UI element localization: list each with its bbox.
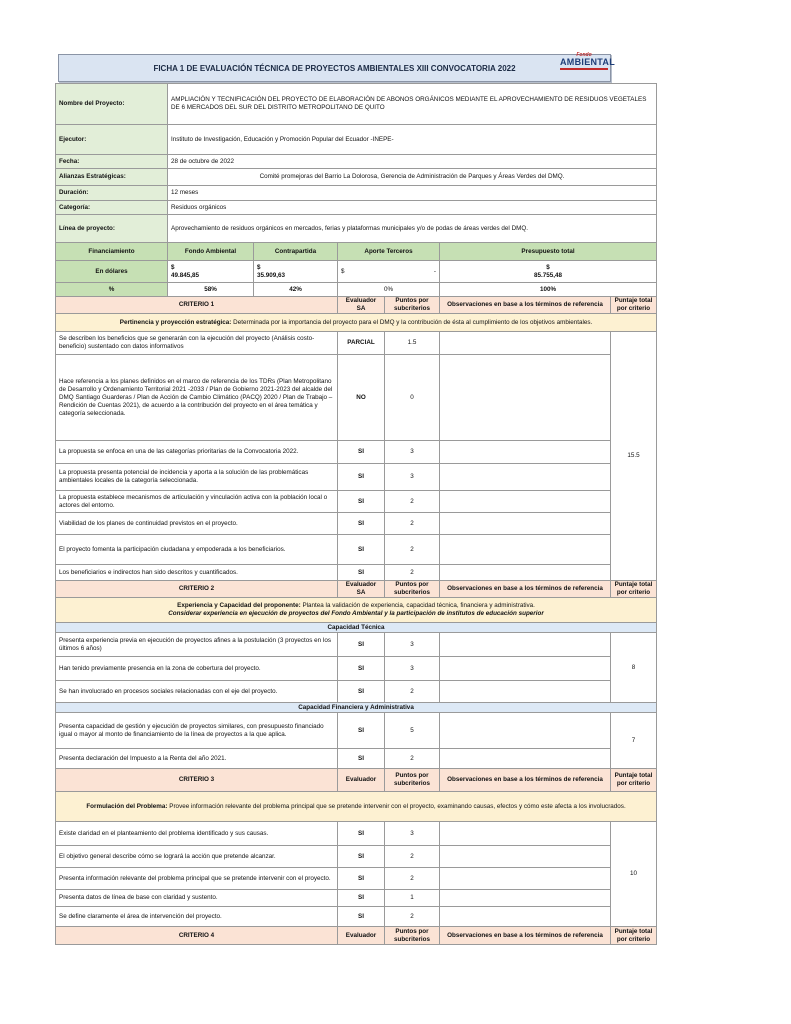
- subcriterio-observations: [440, 633, 611, 657]
- criterio3-header-row: [56, 769, 657, 792]
- info-label: Ejecutor:: [56, 125, 168, 155]
- info-value: 12 meses: [168, 186, 657, 201]
- subcriterio-text: Presenta experiencia previa en ejecución de proyectos afines a la postulación (3 proyectos en los últimos 6 años): [56, 633, 338, 657]
- finance-contra-value: 35.909,63: [257, 271, 286, 279]
- finance-pct-fondo: 58%: [168, 283, 254, 297]
- logo-top-text: Fondo: [576, 52, 592, 58]
- logo-main-text: AMBIENTAL: [560, 57, 616, 67]
- criterio4-header-row: [56, 927, 657, 945]
- subcriterio-eval: SI: [338, 633, 385, 657]
- subcriterio-points: 2: [385, 749, 440, 769]
- criterio2-sub2-row: [56, 703, 657, 713]
- subcriterio-points: 1: [385, 890, 440, 907]
- criterio-total-label: Puntaje total por criterio: [611, 581, 657, 598]
- subcriterio-text: El proyecto fomenta la participación ciudadana y empoderada a los beneficiarios.: [56, 535, 338, 565]
- finance-pct-terceros: 0%: [338, 283, 440, 297]
- subcriterio-points: 2: [385, 491, 440, 513]
- subcriterio-text: El objetivo general describe cómo se logrará la acción que pretende alcanzar.: [56, 846, 338, 868]
- info-row-date: [56, 155, 657, 169]
- subcriterio-text: La propuesta presenta potencial de incidencia y aporta a la solución de las problemáticas ambientales locales de la categoría seleccionada.: [56, 464, 338, 491]
- subcriterio-points: 2: [385, 907, 440, 927]
- criterio1-row: [56, 355, 657, 441]
- criterio2-row: [56, 633, 657, 657]
- finance-header: Financiamiento: [56, 243, 168, 261]
- criterio-obs: Observaciones en base a los términos de referencia: [440, 297, 611, 314]
- criterio1-row: [56, 441, 657, 464]
- criterio-total: 10: [611, 822, 657, 927]
- criterio1-row: [56, 464, 657, 491]
- subcriterio-text: Existe claridad en el planteamiento del problema identificado y sus causas.: [56, 822, 338, 846]
- criterio2-sub1-row: [56, 623, 657, 633]
- finance-fondo-value: 49.845,85: [171, 271, 200, 279]
- criterio-points: Puntos por subcriterios: [385, 927, 440, 945]
- subcriterio-observations: [440, 491, 611, 513]
- criterio-description: [56, 792, 657, 822]
- subcriterio-observations: [440, 713, 611, 749]
- criterio-points: Puntos por subcriterios: [385, 297, 440, 314]
- info-label: Categoría:: [56, 201, 168, 215]
- criterio-desc-text: Provee información relevante del problema principal que se pretende intervenir con el proyecto, examinando causas, efectos y cómo este afecta a los involucrados.: [167, 802, 626, 810]
- subcriterio-eval: NO: [338, 355, 385, 441]
- subcriterio-points: 3: [385, 633, 440, 657]
- criterio-description: [56, 314, 657, 332]
- subcriterio-observations: [440, 535, 611, 565]
- criterio-description: [56, 598, 657, 623]
- criterio-evaluator: Evaluador: [338, 927, 385, 945]
- info-value: Instituto de Investigación, Educación y Promoción Popular del Ecuador -INEPE-: [168, 125, 657, 155]
- criterio-obs: Observaciones en base a los términos de referencia: [440, 927, 611, 945]
- info-row-duration: [56, 186, 657, 201]
- criterio-desc-note: Considerar experiencia en ejecución de proyectos del Fondo Ambiental y la participación de institutos de educación superior: [168, 610, 544, 617]
- info-value: AMPLIACIÓN Y TECNIFICACIÓN DEL PROYECTO DE ELABORACIÓN DE ABONOS ORGÁNICOS MEDIANTE EL APROVECHAMIENTO DE RESIDUOS VEGETALES DE 6 MERCADOS DEL SUR DEL DISTRITO METROPOLITANO DE QUITO: [168, 84, 657, 125]
- subcriterio-observations: [440, 681, 611, 703]
- finance-header: Contrapartida: [254, 243, 338, 261]
- criterio-points: Puntos por subcriterios: [385, 581, 440, 598]
- criterio-points: Puntos por subcriterios: [385, 769, 440, 792]
- subcriterio-eval: SI: [338, 441, 385, 464]
- subcriterio-observations: [440, 513, 611, 535]
- subcriterio-observations: [440, 332, 611, 355]
- subcriterio-text: La propuesta establece mecanismos de articulación y vinculación activa con la población local o actores del entorno.: [56, 491, 338, 513]
- criterio2-row: [56, 681, 657, 703]
- subcriterio-observations: [440, 749, 611, 769]
- sheet-title: FICHA 1 DE EVALUACIÓN TÉCNICA DE PROYECTOS AMBIENTALES XIII CONVOCATORIA 2022: [58, 54, 611, 82]
- criterio-desc-bold: Formulación del Problema:: [86, 802, 168, 810]
- criterio2-row: [56, 713, 657, 749]
- info-value: Aprovechamiento de residuos orgánicos en mercados, ferias y plataformas municipales y/o de podas de áreas verdes del DMQ.: [168, 215, 657, 243]
- finance-pct-label: %: [56, 283, 168, 297]
- subcriterio-eval: SI: [338, 491, 385, 513]
- criterio-evaluator: Evaluador SA: [338, 297, 385, 314]
- subcriterio-eval: SI: [338, 846, 385, 868]
- finance-total-cell: [440, 261, 657, 283]
- subcriterio-points: 2: [385, 565, 440, 581]
- criterio3-row: [56, 846, 657, 868]
- criterio-total-label: Puntaje total por criterio: [611, 927, 657, 945]
- subcriterio-eval: SI: [338, 464, 385, 491]
- info-row-project-name: [56, 84, 657, 125]
- subcriterio-eval: SI: [338, 907, 385, 927]
- criterio3-row: [56, 822, 657, 846]
- fondo-ambiental-logo: [560, 52, 616, 70]
- subcriterio-text: Se describen los beneficios que se generarán con la ejecución del proyecto (Análisis costo-beneficio) sustentado con datos informativos: [56, 332, 338, 355]
- finance-pct-contra: 42%: [254, 283, 338, 297]
- criterio-total-label: Puntaje total por criterio: [611, 769, 657, 792]
- finance-header: Aporte Terceros: [338, 243, 440, 261]
- subcriterio-points: 2: [385, 846, 440, 868]
- subcriterio-eval: SI: [338, 513, 385, 535]
- criterio2-header-row: [56, 581, 657, 598]
- finance-terceros-value: -: [433, 267, 436, 275]
- finance-usd-label: En dólares: [56, 261, 168, 283]
- subcriterio-eval: SI: [338, 681, 385, 703]
- subcriterio-text: Viabilidad de los planes de continuidad previstos en el proyecto.: [56, 513, 338, 535]
- logo-underline: [560, 68, 608, 70]
- subcriterio-points: 3: [385, 657, 440, 681]
- criterio3-row: [56, 868, 657, 890]
- info-row-executor: [56, 125, 657, 155]
- currency-symbol: $: [546, 263, 550, 271]
- criterio1-desc-row: [56, 314, 657, 332]
- subcriterio-points: 2: [385, 681, 440, 703]
- subcriterio-text: Los beneficiarios e indirectos han sido descritos y cuantificados.: [56, 565, 338, 581]
- criterio-name: CRITERIO 3: [56, 769, 338, 792]
- evaluation-table: [55, 83, 657, 945]
- subcriterio-eval: SI: [338, 535, 385, 565]
- info-row-category: [56, 201, 657, 215]
- info-value: Residuos orgánicos: [168, 201, 657, 215]
- subcriterio-eval: SI: [338, 565, 385, 581]
- criterio2-row: [56, 657, 657, 681]
- subcriterio-observations: [440, 355, 611, 441]
- subcriterio-observations: [440, 868, 611, 890]
- criterio1-row: [56, 513, 657, 535]
- subcriterio-observations: [440, 657, 611, 681]
- currency-symbol: $: [341, 267, 345, 275]
- criterio-evaluator: Evaluador: [338, 769, 385, 792]
- subcriterio-observations: [440, 565, 611, 581]
- info-row-project-line: [56, 215, 657, 243]
- subcriterio-observations: [440, 822, 611, 846]
- finance-header-row: [56, 243, 657, 261]
- criterio-obs: Observaciones en base a los términos de referencia: [440, 581, 611, 598]
- info-row-alliances: [56, 169, 657, 186]
- subcriterio-text: Presenta datos de línea de base con claridad y sustento.: [56, 890, 338, 907]
- criterio-obs: Observaciones en base a los términos de referencia: [440, 769, 611, 792]
- subsection-title: Capacidad Técnica: [56, 623, 657, 633]
- subcriterio-points: 0: [385, 355, 440, 441]
- subcriterio-text: Presenta capacidad de gestión y ejecución de proyectos similares, con presupuesto financiado igual o mayor al monto de financiamiento de la línea de proyectos a la que aplica.: [56, 713, 338, 749]
- finance-pct-row: [56, 283, 657, 297]
- criterio1-row: [56, 332, 657, 355]
- subcriterio-points: 2: [385, 513, 440, 535]
- subcriterio-points: 1.5: [385, 332, 440, 355]
- criterio-total: 15.5: [611, 332, 657, 581]
- criterio-name: CRITERIO 4: [56, 927, 338, 945]
- subcriterio-eval: SI: [338, 657, 385, 681]
- subcriterio-points: 5: [385, 713, 440, 749]
- subcriterio-eval: PARCIAL: [338, 332, 385, 355]
- subcriterio-eval: SI: [338, 868, 385, 890]
- info-label: Duración:: [56, 186, 168, 201]
- criterio3-desc-row: [56, 792, 657, 822]
- criterio2-desc-row: [56, 598, 657, 623]
- subsection-title: Capacidad Financiera y Administrativa: [56, 703, 657, 713]
- subcriterio-points: 2: [385, 868, 440, 890]
- subcriterio-observations: [440, 441, 611, 464]
- subcriterio-text: Han tenido previamente presencia en la zona de cobertura del proyecto.: [56, 657, 338, 681]
- finance-header: Presupuesto total: [440, 243, 657, 261]
- criterio-desc-text: Determinada por la importancia del proyecto para el DMQ y la contribución de ésta al cumplimiento de los objetivos ambientales.: [231, 318, 593, 326]
- criterio3-row: [56, 890, 657, 907]
- subcriterio-text: Se define claramente el área de intervención del proyecto.: [56, 907, 338, 927]
- currency-symbol: $: [257, 263, 261, 271]
- subcriterio-observations: [440, 464, 611, 491]
- criterio1-row: [56, 535, 657, 565]
- subcriterio-eval: SI: [338, 749, 385, 769]
- finance-usd-row: [56, 261, 657, 283]
- subcriterio-points: 3: [385, 822, 440, 846]
- info-value: 28 de octubre de 2022: [168, 155, 657, 169]
- subcriterio-eval: SI: [338, 822, 385, 846]
- criterio1-row: [56, 491, 657, 513]
- criterio-desc-text: Plantea la validación de experiencia, capacidad técnica, financiera y administrativa.: [300, 602, 535, 609]
- subcriterio-observations: [440, 907, 611, 927]
- subcriterio-text: Hace referencia a los planes definidos en el marco de referencia de los TDRs (Plan Metropolitano de Desarrollo y Ordenamiento Territorial 2021 -2033 / Plan de Gobierno 2021-2023 del alcalde del DMQ Santiago Guarderas / Plan de Acción de Cambio Climático (PACQ) 2020 / Plan de Trabajo – Rendición de Cuentas 2021), de acuerdo a la contribución del proyecto en el área temática y categoría seleccionada.: [56, 355, 338, 441]
- subcriterio-eval: SI: [338, 713, 385, 749]
- info-label: Línea de proyecto:: [56, 215, 168, 243]
- info-value: Comité promejoras del Barrio La Dolorosa, Gerencia de Administración de Parques y Áreas Verdes del DMQ.: [168, 169, 657, 186]
- criterio1-row: [56, 565, 657, 581]
- subcriterio-points: 2: [385, 535, 440, 565]
- info-label: Nombre del Proyecto:: [56, 84, 168, 125]
- finance-header: Fondo Ambiental: [168, 243, 254, 261]
- subcriterio-text: La propuesta se enfoca en una de las categorías prioritarias de la Convocatoria 2022.: [56, 441, 338, 464]
- subcriterio-points: 3: [385, 441, 440, 464]
- criterio-name: CRITERIO 1: [56, 297, 338, 314]
- info-label: Alianzas Estratégicas:: [56, 169, 168, 186]
- subcriterio-text: Se han involucrado en procesos sociales relacionadas con el eje del proyecto.: [56, 681, 338, 703]
- criterio-total-label: Puntaje total por criterio: [611, 297, 657, 314]
- subcriterio-eval: SI: [338, 890, 385, 907]
- info-label: Fecha:: [56, 155, 168, 169]
- subcriterio-observations: [440, 890, 611, 907]
- subcriterio-points: 3: [385, 464, 440, 491]
- finance-fondo-cell: [168, 261, 254, 283]
- subsection-total: 7: [611, 713, 657, 769]
- finance-total-value: 85.755,48: [534, 271, 563, 279]
- subsection-total: 8: [611, 633, 657, 703]
- criterio-desc-bold: Pertinencia y proyección estratégica:: [119, 318, 232, 326]
- subcriterio-text: Presenta declaración del Impuesto a la Renta del año 2021.: [56, 749, 338, 769]
- criterio-name: CRITERIO 2: [56, 581, 338, 598]
- criterio3-row: [56, 907, 657, 927]
- finance-terceros-cell: [338, 261, 440, 283]
- criterio1-header-row: [56, 297, 657, 314]
- criterio2-row: [56, 749, 657, 769]
- finance-contra-cell: [254, 261, 338, 283]
- subcriterio-observations: [440, 846, 611, 868]
- finance-pct-total: 100%: [440, 283, 657, 297]
- criterio-evaluator: Evaluador SA: [338, 581, 385, 598]
- criterio-desc-bold: Experiencia y Capacidad del proponente:: [177, 602, 301, 609]
- currency-symbol: $: [171, 263, 175, 271]
- subcriterio-text: Presenta información relevante del problema principal que se pretende intervenir con el proyecto.: [56, 868, 338, 890]
